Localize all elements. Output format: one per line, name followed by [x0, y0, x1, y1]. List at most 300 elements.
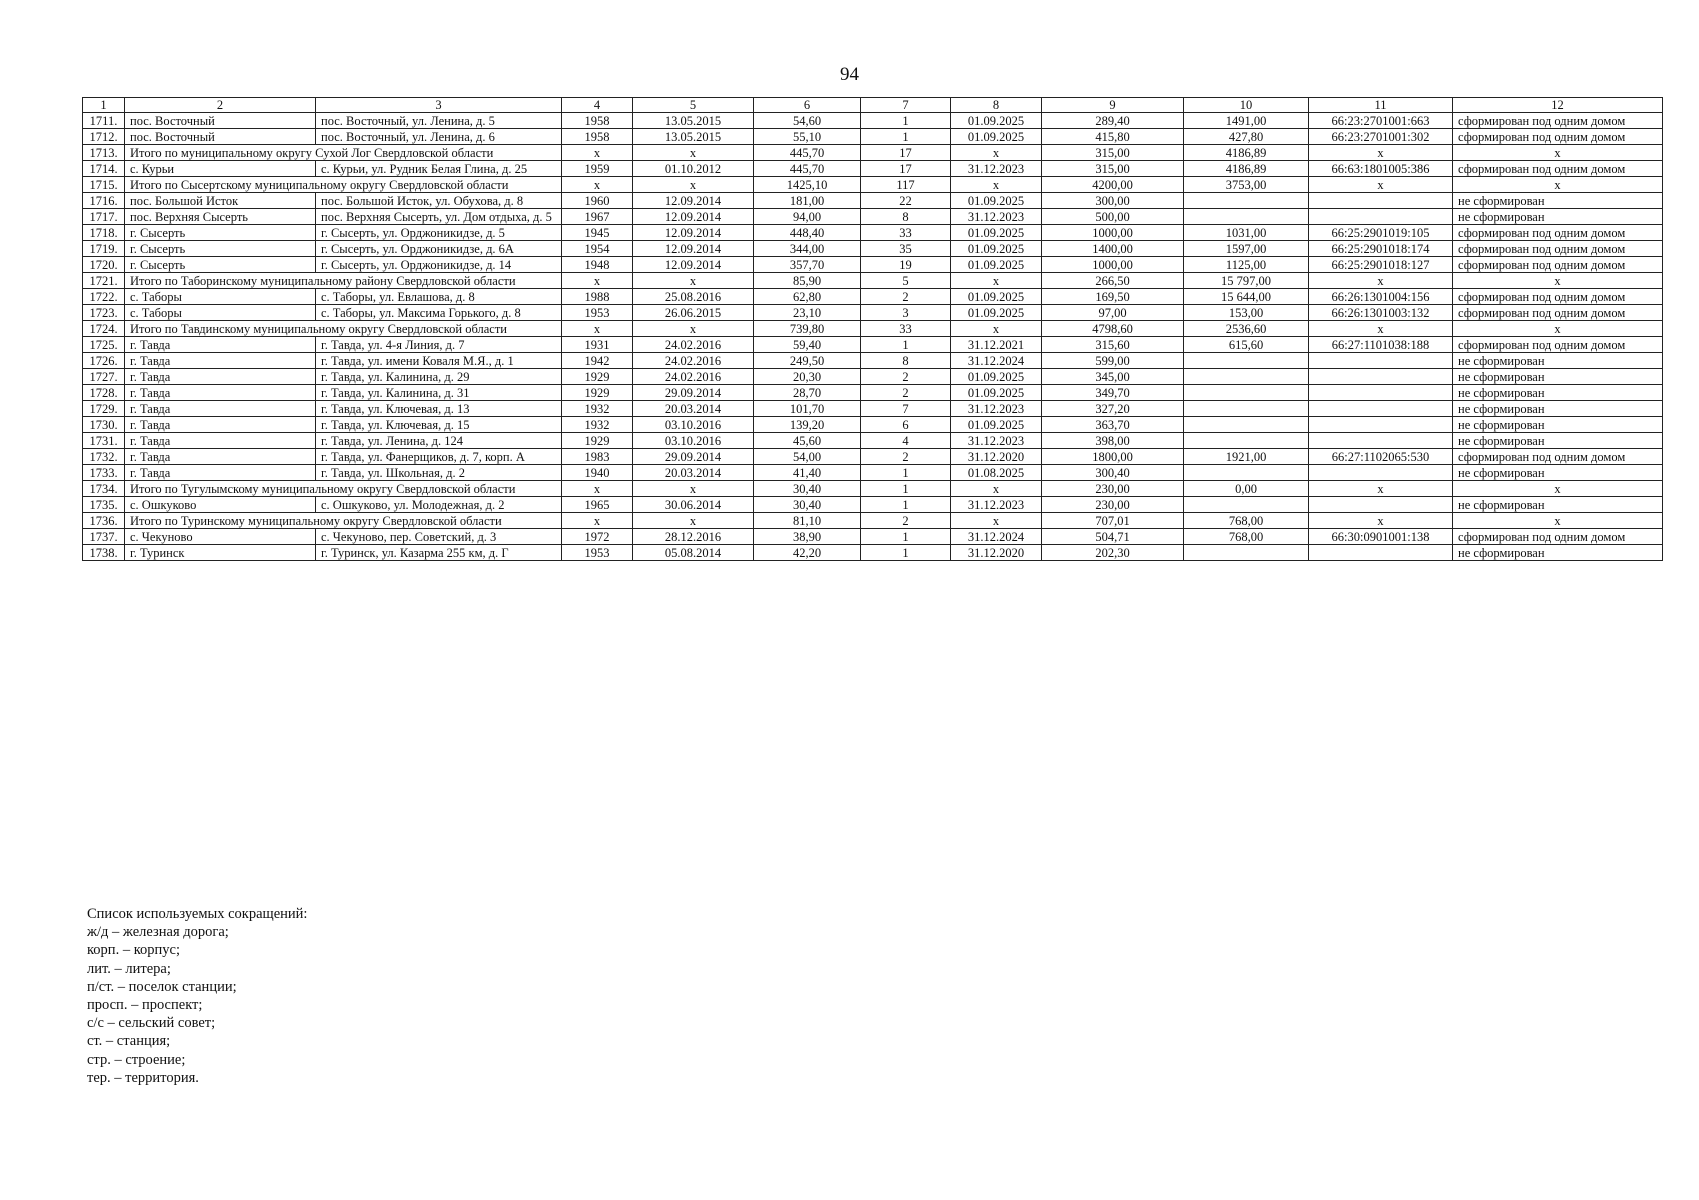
- table-cell: 1715.: [83, 177, 125, 193]
- table-cell: 28.12.2016: [633, 529, 754, 545]
- table-cell: x: [951, 145, 1042, 161]
- table-cell: 1713.: [83, 145, 125, 161]
- table-cell: 4: [861, 433, 951, 449]
- table-cell: 19: [861, 257, 951, 273]
- table-cell: 4186,89: [1184, 145, 1309, 161]
- table-cell: 01.09.2025: [951, 113, 1042, 129]
- table-cell: x: [951, 273, 1042, 289]
- table-cell: 2: [861, 369, 951, 385]
- column-header: 3: [316, 98, 562, 113]
- table-cell: [1309, 401, 1453, 417]
- table-cell: 1932: [562, 417, 633, 433]
- table-cell: 31.12.2024: [951, 353, 1042, 369]
- table-cell: пос. Восточный: [125, 113, 316, 129]
- table-cell: [1184, 433, 1309, 449]
- table-cell: 81,10: [754, 513, 861, 529]
- table-cell: сформирован под одним домом: [1453, 113, 1663, 129]
- table-cell: 66:63:1801005:386: [1309, 161, 1453, 177]
- table-cell: 1954: [562, 241, 633, 257]
- table-cell: x: [951, 321, 1042, 337]
- table-cell: x: [633, 177, 754, 193]
- total-label-cell: Итого по Сысертскому муниципальному округу Свердловской области: [125, 177, 562, 193]
- table-cell: x: [562, 513, 633, 529]
- table-cell: [1309, 417, 1453, 433]
- table-cell: не сформирован: [1453, 369, 1663, 385]
- table-cell: г. Туринск: [125, 545, 316, 561]
- table-cell: [1184, 369, 1309, 385]
- table-cell: пос. Верхняя Сысерть, ул. Дом отдыха, д. 5: [316, 209, 562, 225]
- table-cell: сформирован под одним домом: [1453, 529, 1663, 545]
- table-cell: 739,80: [754, 321, 861, 337]
- table-cell: 300,40: [1042, 465, 1184, 481]
- table-cell: 12.09.2014: [633, 225, 754, 241]
- table-cell: 500,00: [1042, 209, 1184, 225]
- table-cell: 29.09.2014: [633, 385, 754, 401]
- table-cell: г. Тавда, ул. Калинина, д. 29: [316, 369, 562, 385]
- table-cell: 230,00: [1042, 481, 1184, 497]
- table-cell: 54,60: [754, 113, 861, 129]
- table-cell: 1: [861, 113, 951, 129]
- table-cell: [1184, 385, 1309, 401]
- column-header: 1: [83, 98, 125, 113]
- total-label-cell: Итого по Туринскому муниципальному округу Свердловской области: [125, 513, 562, 529]
- table-cell: 139,20: [754, 417, 861, 433]
- table-cell: 66:23:2701001:302: [1309, 129, 1453, 145]
- table-cell: 66:25:2901018:127: [1309, 257, 1453, 273]
- table-cell: 24.02.2016: [633, 337, 754, 353]
- table-cell: [1309, 193, 1453, 209]
- table-cell: 2: [861, 449, 951, 465]
- table-cell: 415,80: [1042, 129, 1184, 145]
- table-cell: 13.05.2015: [633, 113, 754, 129]
- table-cell: 1965: [562, 497, 633, 513]
- table-cell: [1184, 353, 1309, 369]
- table-cell: 20,30: [754, 369, 861, 385]
- table-cell: 289,40: [1042, 113, 1184, 129]
- abbreviation-item: с/с – сельский совет;: [87, 1015, 216, 1032]
- table-cell: 1729.: [83, 401, 125, 417]
- table-cell: г. Тавда, ул. Ключевая, д. 13: [316, 401, 562, 417]
- table-cell: 66:26:1301004:156: [1309, 289, 1453, 305]
- table-cell: 1: [861, 545, 951, 561]
- table-row: [83, 417, 1663, 433]
- table-cell: 504,71: [1042, 529, 1184, 545]
- table-cell: с. Курьи, ул. Рудник Белая Глина, д. 25: [316, 161, 562, 177]
- table-cell: г. Тавда: [125, 385, 316, 401]
- column-header: 6: [754, 98, 861, 113]
- table-cell: г. Туринск, ул. Казарма 255 км, д. Г: [316, 545, 562, 561]
- table-cell: 31.12.2024: [951, 529, 1042, 545]
- table-cell: 6: [861, 417, 951, 433]
- abbreviation-item: тер. – территория.: [87, 1069, 199, 1086]
- table-cell: [1184, 417, 1309, 433]
- table-body: [83, 113, 1663, 561]
- table-cell: x: [1453, 321, 1663, 337]
- table-cell: г. Тавда, ул. Школьная, д. 2: [316, 465, 562, 481]
- table-cell: 1720.: [83, 257, 125, 273]
- column-header: 12: [1453, 98, 1663, 113]
- table-cell: 1000,00: [1042, 257, 1184, 273]
- table-cell: пос. Восточный, ул. Ленина, д. 5: [316, 113, 562, 129]
- table-cell: 1: [861, 129, 951, 145]
- table-cell: 1728.: [83, 385, 125, 401]
- table-row: [83, 209, 1663, 225]
- table-cell: 1983: [562, 449, 633, 465]
- table-cell: 1972: [562, 529, 633, 545]
- table-cell: 01.08.2025: [951, 465, 1042, 481]
- table-cell: 1921,00: [1184, 449, 1309, 465]
- table-cell: с. Чекуново: [125, 529, 316, 545]
- abbreviation-item: корп. – корпус;: [87, 942, 180, 959]
- table-cell: г. Сысерть, ул. Орджоникидзе, д. 6А: [316, 241, 562, 257]
- table-cell: 66:27:1102065:530: [1309, 449, 1453, 465]
- table-cell: 1929: [562, 433, 633, 449]
- table-cell: 230,00: [1042, 497, 1184, 513]
- table-cell: пос. Восточный, ул. Ленина, д. 6: [316, 129, 562, 145]
- table-cell: 31.12.2023: [951, 209, 1042, 225]
- table-cell: x: [1309, 177, 1453, 193]
- table-row: [83, 113, 1663, 129]
- table-row: [83, 449, 1663, 465]
- table-total-row: [83, 513, 1663, 529]
- table-cell: 42,20: [754, 545, 861, 561]
- table-cell: 66:25:2901018:174: [1309, 241, 1453, 257]
- table-cell: г. Тавда: [125, 337, 316, 353]
- table-cell: 31.12.2023: [951, 401, 1042, 417]
- table-total-row: [83, 321, 1663, 337]
- table-cell: 1726.: [83, 353, 125, 369]
- table-cell: 20.03.2014: [633, 401, 754, 417]
- table-cell: 33: [861, 225, 951, 241]
- table-cell: не сформирован: [1453, 209, 1663, 225]
- table-cell: 3: [861, 305, 951, 321]
- table-cell: с. Ошкуково, ул. Молодежная, д. 2: [316, 497, 562, 513]
- table-cell: 1: [861, 465, 951, 481]
- table-cell: 1: [861, 497, 951, 513]
- table-cell: г. Тавда, ул. Ленина, д. 124: [316, 433, 562, 449]
- table-cell: г. Сысерть, ул. Орджоникидзе, д. 5: [316, 225, 562, 241]
- table-row: [83, 529, 1663, 545]
- total-label-cell: Итого по Таборинскому муниципальному району Свердловской области: [125, 273, 562, 289]
- abbreviation-item: ж/д – железная дорога;: [87, 924, 229, 941]
- table-cell: x: [633, 321, 754, 337]
- table-cell: 01.09.2025: [951, 129, 1042, 145]
- table-cell: 54,00: [754, 449, 861, 465]
- total-label-cell: Итого по Тавдинскому муниципальному округу Свердловской области: [125, 321, 562, 337]
- table-cell: 8: [861, 353, 951, 369]
- table-cell: не сформирован: [1453, 385, 1663, 401]
- total-label-cell: Итого по Тугулымскому муниципальному округу Свердловской области: [125, 481, 562, 497]
- table-cell: x: [1453, 273, 1663, 289]
- table-row: [83, 497, 1663, 513]
- table-cell: 1727.: [83, 369, 125, 385]
- table-cell: 66:26:1301003:132: [1309, 305, 1453, 321]
- table-row: [83, 337, 1663, 353]
- table-cell: x: [562, 321, 633, 337]
- table-cell: 01.09.2025: [951, 385, 1042, 401]
- table-cell: 5: [861, 273, 951, 289]
- table-cell: 1731.: [83, 433, 125, 449]
- table-cell: 01.09.2025: [951, 289, 1042, 305]
- table-cell: сформирован под одним домом: [1453, 449, 1663, 465]
- table-cell: 1958: [562, 113, 633, 129]
- table-cell: 615,60: [1184, 337, 1309, 353]
- table-cell: 94,00: [754, 209, 861, 225]
- table-cell: 202,30: [1042, 545, 1184, 561]
- table-cell: x: [951, 481, 1042, 497]
- table-cell: 1491,00: [1184, 113, 1309, 129]
- table-cell: пос. Большой Исток: [125, 193, 316, 209]
- table-cell: не сформирован: [1453, 545, 1663, 561]
- abbreviation-item: стр. – строение;: [87, 1051, 186, 1068]
- table-cell: г. Тавда: [125, 401, 316, 417]
- table-cell: 169,50: [1042, 289, 1184, 305]
- table-cell: 1714.: [83, 161, 125, 177]
- table-cell: x: [633, 513, 754, 529]
- table-cell: x: [1453, 177, 1663, 193]
- table-cell: 01.10.2012: [633, 161, 754, 177]
- table-cell: 1125,00: [1184, 257, 1309, 273]
- table-cell: x: [562, 273, 633, 289]
- table-cell: 1959: [562, 161, 633, 177]
- table-cell: 29.09.2014: [633, 449, 754, 465]
- table-cell: 41,40: [754, 465, 861, 481]
- table-row: [83, 193, 1663, 209]
- table-cell: 31.12.2020: [951, 545, 1042, 561]
- table-cell: не сформирован: [1453, 465, 1663, 481]
- table-cell: x: [1309, 321, 1453, 337]
- table-row: [83, 161, 1663, 177]
- column-number-row: [83, 98, 1663, 113]
- table-cell: x: [951, 513, 1042, 529]
- table-cell: г. Сысерть: [125, 241, 316, 257]
- table-cell: 599,00: [1042, 353, 1184, 369]
- table-cell: 31.12.2023: [951, 497, 1042, 513]
- column-header: 10: [1184, 98, 1309, 113]
- table-cell: [1309, 209, 1453, 225]
- table-cell: 01.09.2025: [951, 225, 1042, 241]
- table-cell: сформирован под одним домом: [1453, 305, 1663, 321]
- table-cell: пос. Верхняя Сысерть: [125, 209, 316, 225]
- table-cell: x: [562, 145, 633, 161]
- table-cell: 1: [861, 337, 951, 353]
- table-cell: 448,40: [754, 225, 861, 241]
- table-row: [83, 129, 1663, 145]
- table-cell: 1721.: [83, 273, 125, 289]
- table-row: [83, 465, 1663, 481]
- table-cell: г. Сысерть, ул. Орджоникидзе, д. 14: [316, 257, 562, 273]
- table-cell: сформирован под одним домом: [1453, 337, 1663, 353]
- table-cell: 45,60: [754, 433, 861, 449]
- table-cell: 59,40: [754, 337, 861, 353]
- abbreviation-item: ст. – станция;: [87, 1033, 171, 1050]
- table-cell: не сформирован: [1453, 433, 1663, 449]
- table-cell: сформирован под одним домом: [1453, 129, 1663, 145]
- table-cell: 25.08.2016: [633, 289, 754, 305]
- table-cell: 03.10.2016: [633, 433, 754, 449]
- table-cell: г. Тавда, ул. Фанерщиков, д. 7, корп. А: [316, 449, 562, 465]
- table-row: [83, 241, 1663, 257]
- column-header: 7: [861, 98, 951, 113]
- table-cell: 1: [861, 529, 951, 545]
- table-cell: 1597,00: [1184, 241, 1309, 257]
- table-cell: 31.12.2020: [951, 449, 1042, 465]
- table-cell: 1945: [562, 225, 633, 241]
- table-cell: не сформирован: [1453, 417, 1663, 433]
- table-cell: 1736.: [83, 513, 125, 529]
- table-cell: сформирован под одним домом: [1453, 161, 1663, 177]
- table-cell: г. Тавда: [125, 449, 316, 465]
- table-cell: x: [562, 177, 633, 193]
- table-cell: 30.06.2014: [633, 497, 754, 513]
- table-cell: не сформирован: [1453, 497, 1663, 513]
- table-cell: 1958: [562, 129, 633, 145]
- table-cell: 01.09.2025: [951, 369, 1042, 385]
- table-cell: 31.12.2021: [951, 337, 1042, 353]
- table-row: [83, 433, 1663, 449]
- table-cell: 1733.: [83, 465, 125, 481]
- table-cell: 315,00: [1042, 161, 1184, 177]
- table-cell: 1929: [562, 385, 633, 401]
- table-cell: 01.09.2025: [951, 193, 1042, 209]
- table-cell: сформирован под одним домом: [1453, 257, 1663, 273]
- table-cell: 1931: [562, 337, 633, 353]
- table-cell: 349,70: [1042, 385, 1184, 401]
- table-cell: 66:23:2701001:663: [1309, 113, 1453, 129]
- table-cell: 1734.: [83, 481, 125, 497]
- table-cell: сформирован под одним домом: [1453, 289, 1663, 305]
- table-cell: г. Тавда, ул. Ключевая, д. 15: [316, 417, 562, 433]
- table-cell: 38,90: [754, 529, 861, 545]
- table-row: [83, 225, 1663, 241]
- table-cell: 15 797,00: [1184, 273, 1309, 289]
- table-cell: 315,00: [1042, 145, 1184, 161]
- table-cell: 344,00: [754, 241, 861, 257]
- table-cell: 4186,89: [1184, 161, 1309, 177]
- column-header: 5: [633, 98, 754, 113]
- table-cell: 153,00: [1184, 305, 1309, 321]
- abbreviations-title: Список используемых сокращений:: [87, 906, 308, 922]
- table-cell: 1940: [562, 465, 633, 481]
- table-cell: 1735.: [83, 497, 125, 513]
- table-cell: 2: [861, 385, 951, 401]
- table-cell: 768,00: [1184, 513, 1309, 529]
- table-cell: не сформирован: [1453, 193, 1663, 209]
- table-cell: 22: [861, 193, 951, 209]
- abbreviation-item: просп. – проспект;: [87, 997, 203, 1014]
- table-cell: 12.09.2014: [633, 193, 754, 209]
- table-cell: г. Тавда: [125, 369, 316, 385]
- table-cell: 17: [861, 161, 951, 177]
- table-cell: г. Тавда: [125, 417, 316, 433]
- table-cell: 1737.: [83, 529, 125, 545]
- table-cell: 13.05.2015: [633, 129, 754, 145]
- table-cell: г. Тавда: [125, 433, 316, 449]
- table-cell: 1724.: [83, 321, 125, 337]
- table-cell: [1184, 193, 1309, 209]
- table-cell: 4200,00: [1042, 177, 1184, 193]
- table-cell: 1719.: [83, 241, 125, 257]
- table-cell: 1717.: [83, 209, 125, 225]
- table-cell: 30,40: [754, 497, 861, 513]
- table-cell: [1309, 433, 1453, 449]
- table-cell: г. Сысерть: [125, 225, 316, 241]
- table-cell: 20.03.2014: [633, 465, 754, 481]
- abbreviations-list: [87, 905, 307, 1087]
- table-cell: 66:27:1101038:188: [1309, 337, 1453, 353]
- table-cell: 1712.: [83, 129, 125, 145]
- table-cell: 1725.: [83, 337, 125, 353]
- table-cell: 28,70: [754, 385, 861, 401]
- table-cell: 1400,00: [1042, 241, 1184, 257]
- table-cell: 1: [861, 481, 951, 497]
- table-cell: 1000,00: [1042, 225, 1184, 241]
- table-cell: 66:30:0901001:138: [1309, 529, 1453, 545]
- table-cell: 1953: [562, 305, 633, 321]
- table-cell: [1309, 369, 1453, 385]
- table-cell: не сформирован: [1453, 401, 1663, 417]
- table-cell: [1184, 401, 1309, 417]
- table-cell: 26.06.2015: [633, 305, 754, 321]
- table-cell: x: [633, 145, 754, 161]
- page-number: 94: [840, 64, 859, 85]
- table-cell: 33: [861, 321, 951, 337]
- table-cell: 85,90: [754, 273, 861, 289]
- table-cell: 17: [861, 145, 951, 161]
- table-cell: x: [1309, 145, 1453, 161]
- table-cell: г. Тавда, ул. 4-я Линия, д. 7: [316, 337, 562, 353]
- table-cell: 01.09.2025: [951, 305, 1042, 321]
- table-cell: 24.02.2016: [633, 353, 754, 369]
- column-header: 9: [1042, 98, 1184, 113]
- table-cell: 12.09.2014: [633, 209, 754, 225]
- table-cell: [1184, 497, 1309, 513]
- table-cell: 363,70: [1042, 417, 1184, 433]
- table-cell: 1942: [562, 353, 633, 369]
- abbreviation-item: п/ст. – поселок станции;: [87, 978, 237, 995]
- table-cell: 1988: [562, 289, 633, 305]
- table-cell: г. Тавда, ул. имени Коваля М.Я., д. 1: [316, 353, 562, 369]
- table-row: [83, 353, 1663, 369]
- table-cell: 03.10.2016: [633, 417, 754, 433]
- table-cell: с. Курьи: [125, 161, 316, 177]
- table-cell: 315,60: [1042, 337, 1184, 353]
- table-cell: с. Чекуново, пер. Советский, д. 3: [316, 529, 562, 545]
- table-row: [83, 401, 1663, 417]
- table-cell: 1738.: [83, 545, 125, 561]
- table-cell: 266,50: [1042, 273, 1184, 289]
- table-cell: 2: [861, 513, 951, 529]
- table-cell: г. Тавда: [125, 353, 316, 369]
- table-cell: 55,10: [754, 129, 861, 145]
- table-cell: 01.09.2025: [951, 257, 1042, 273]
- table-cell: 12.09.2014: [633, 241, 754, 257]
- table-cell: 35: [861, 241, 951, 257]
- table-cell: 1929: [562, 369, 633, 385]
- table-cell: 249,50: [754, 353, 861, 369]
- table-cell: 1967: [562, 209, 633, 225]
- table-cell: x: [1309, 481, 1453, 497]
- table-cell: пос. Большой Исток, ул. Обухова, д. 8: [316, 193, 562, 209]
- table-cell: 1730.: [83, 417, 125, 433]
- table-cell: с. Таборы, ул. Максима Горького, д. 8: [316, 305, 562, 321]
- table-cell: x: [1453, 145, 1663, 161]
- table-cell: 1723.: [83, 305, 125, 321]
- table-row: [83, 545, 1663, 561]
- table-cell: 427,80: [1184, 129, 1309, 145]
- table-cell: г. Тавда, ул. Калинина, д. 31: [316, 385, 562, 401]
- table-cell: 23,10: [754, 305, 861, 321]
